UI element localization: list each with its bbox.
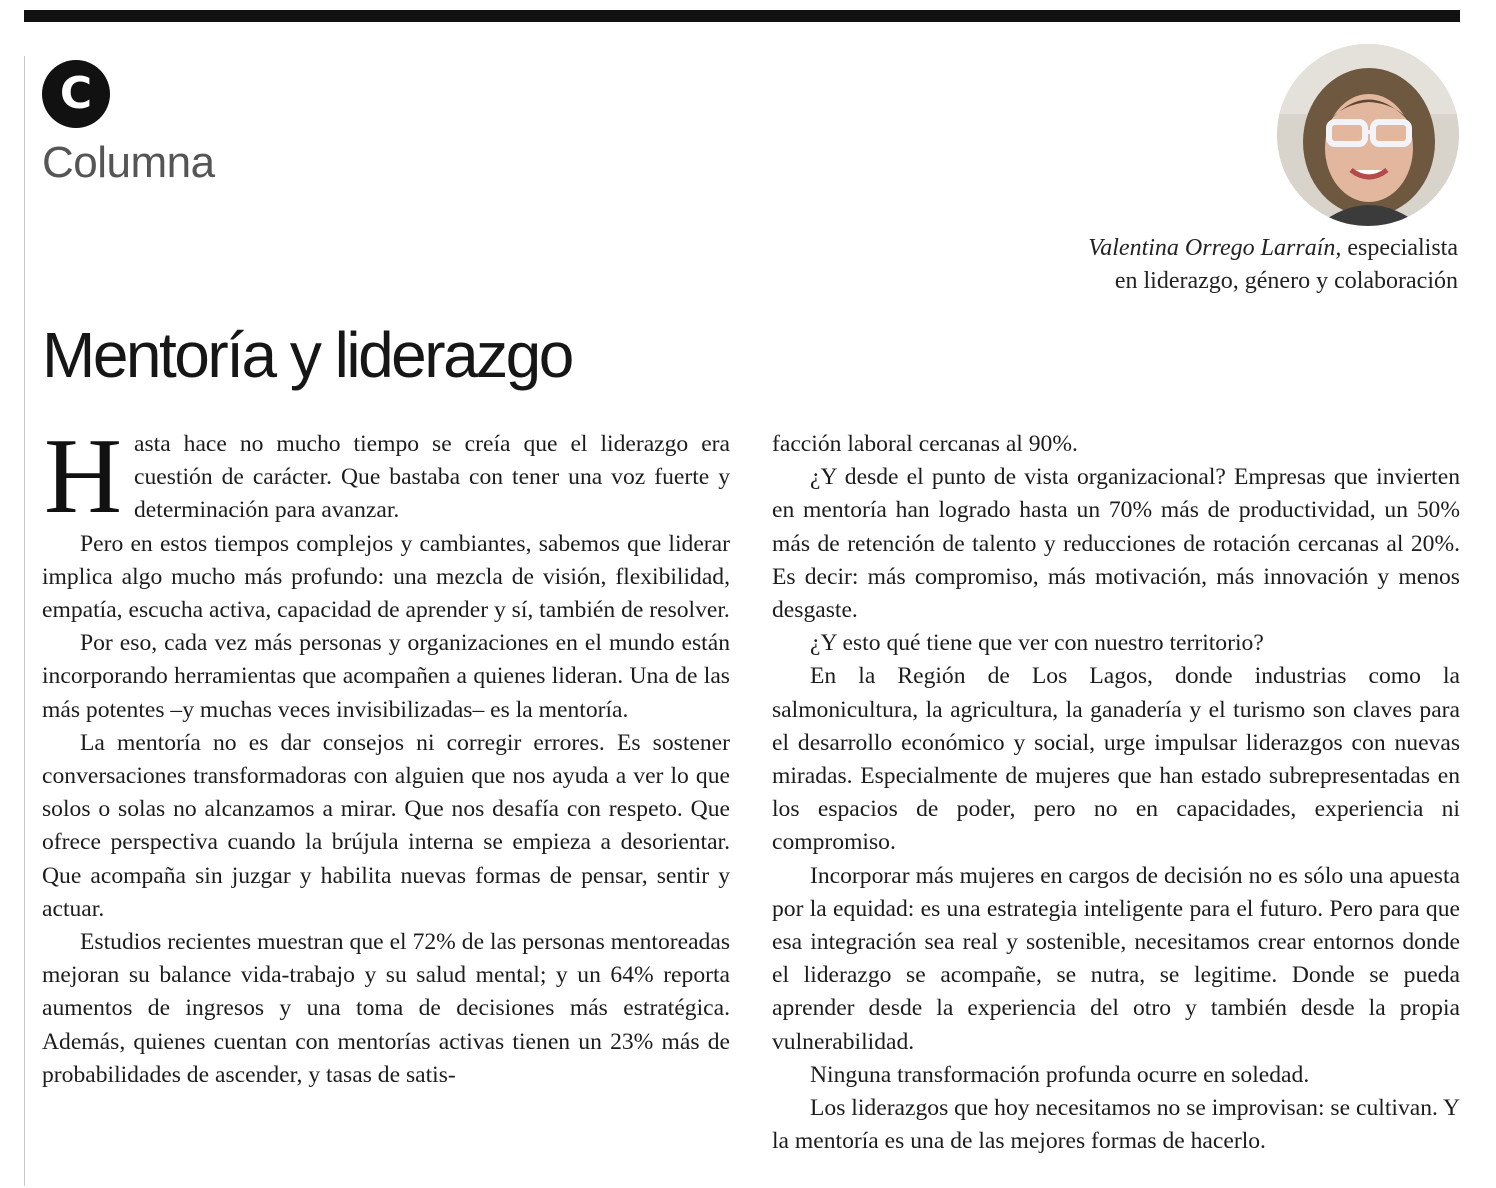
author-role-1: especialista	[1341, 235, 1458, 261]
section-label: Columna	[42, 138, 215, 187]
author-photo	[1277, 44, 1459, 226]
top-rule	[24, 10, 1460, 22]
article-paragraph: facción laboral cercanas al 90%.	[772, 431, 1078, 457]
article-paragraph: ¿Y esto qué tiene que ver con nuestro territorio?	[810, 630, 1264, 657]
article-paragraph: Por eso, cada vez más personas y organizaciones en el mundo están incorporando herramientas que acompañen a quienes lideran. Una de las más potentes –y muchas veces invisibilizadas– es la mentoría.	[42, 630, 730, 723]
article-paragraph	[42, 417, 730, 536]
author-portrait-illustration	[1277, 44, 1459, 226]
author-name: Valentina Orrego Larraín,	[1088, 235, 1342, 261]
article-paragraph: Ninguna transformación profunda ocurre en soledad.	[810, 1061, 1310, 1088]
drop-cap: H	[44, 417, 122, 536]
article-paragraph: En la Región de Los Lagos, donde industrias como la salmonicultura, la agricultura, la ganadería y el turismo son claves para el desarrollo económico y social, urge impulsar liderazgos con nuevas miradas. Especialmente de mujeres que han estado subrepresentadas en los espacios de poder, pero no en capacidades, experiencia ni compromiso.	[772, 663, 1460, 856]
article-headline: Mentoría y liderazgo	[42, 319, 572, 391]
column-badge: C	[42, 60, 110, 128]
author-byline	[1088, 232, 1458, 298]
article-paragraph: Estudios recientes muestran que el 72% de las personas mentoreadas mejoran su balance vida-trabajo y su salud mental; y un 64% reporta aumentos de ingresos y una toma de decisiones más estratégica. Además, quienes cuentan con mentorías activas tienen un 23% más de probabilidades de ascender, y tasas de satis-	[42, 929, 730, 1088]
paragraph-text: asta hace no mucho tiempo se creía que el liderazgo era cuestión de carácter. Que bastaba con tener una voz fuerte y determinación para avanzar.	[134, 431, 730, 524]
byline-line-1	[1088, 232, 1458, 265]
article-paragraph: Pero en estos tiempos complejos y cambiantes, sabemos que liderar implica algo mucho más profundo: una mezcla de visión, flexibilidad, empatía, escucha activa, capacidad de aprender y sí, también de resolver.	[42, 530, 730, 624]
article-column-2	[772, 428, 1460, 1158]
article-paragraph: La mentoría no es dar consejos ni corregir errores. Es sostener conversaciones transformadoras con alguien que nos ayuda a ver lo que solos o solas no alcanzamos a mirar. Que nos desafía con respeto. Que ofrece perspectiva cuando la brújula interna se empieza a desorientar. Que acompaña sin juzgar y habilita nuevas formas de pensar, sentir y actuar.	[42, 729, 730, 922]
article-paragraph: Incorporar más mujeres en cargos de decisión no es sólo una apuesta por la equidad: es una estrategia inteligente para el futuro. Pero para que esa integración sea real y sostenible, necesitamos crear entornos donde el liderazgo se acompañe, se nutra, se legitime. Donde se pueda aprender desde la experiencia del otro y también desde la propia vulnerabilidad.	[772, 862, 1460, 1055]
article-paragraph: ¿Y desde el punto de vista organizacional? Empresas que invierten en mentoría han logrado hasta un 70% más de productividad, un 50% más de retención de talento y reducciones de rotación cercanas al 20%. Es decir: más compromiso, más motivación, más innovación y menos desgaste.	[772, 464, 1460, 624]
author-role-2: en liderazgo, género y colaboración	[1114, 268, 1458, 294]
article-column-1	[42, 417, 730, 1092]
left-rule	[24, 56, 25, 1186]
article-paragraph: Los liderazgos que hoy necesitamos no se improvisan: se cultivan. Y la mentoría es una de las mejores formas de hacerlo.	[772, 1095, 1460, 1155]
